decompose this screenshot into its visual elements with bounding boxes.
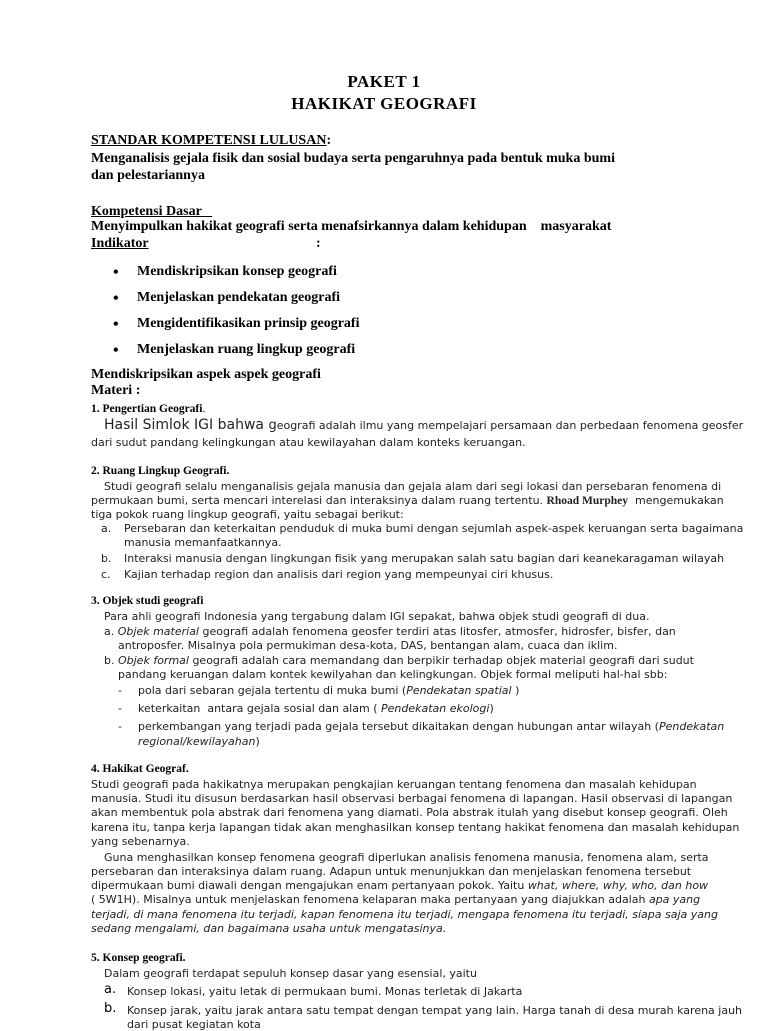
section-4-line: manusia. Studi itu disusun berdasarkan hasil observasi berbagai fenomena di lapangan. Hasil observasi di lapangan (91, 792, 733, 805)
list-item: Persebaran dan keterkaitan penduduk di muka bumi dengan sejumlah aspek-aspek keruangan serta bagaimana (124, 522, 744, 535)
list-item: Kajian terhadap region dan analisis dari region yang mempeunyai ciri khusus. (124, 568, 554, 581)
section-3-b-cont: pandang keruangan dalam kontek kewilyahan dan kelingkungan. Objek formal meliputi hal-hal sbb: (118, 668, 668, 681)
section-4-line: ( 5W1H). Misalnya untuk menjelaskan fenomena kelaparan maka pertanyaan yang diajukkan adalah apa yang (91, 893, 701, 906)
dash-marker: - (118, 720, 122, 733)
kd-heading: Kompetensi Dasar (91, 204, 213, 219)
skl-colon: : (326, 133, 332, 148)
section-4-line: yang sebenarnya. (91, 835, 190, 848)
section-4-line: Studi geografi pada hakikatnya merupakan pengkajian keruangan tentang fenomena dan masalah kehidupan (91, 778, 697, 791)
dash-marker: - (118, 702, 122, 715)
section-5-heading: 5. Konsep geografi. (91, 952, 186, 964)
section-3-b: b. Objek formal geografi adalah cara memandang dan berpikir terhadap objek material geografi dari sudut (104, 654, 694, 667)
section-4-line: sedang mengalami, dan bagaimana usaha untuk mengatasinya. (91, 922, 447, 935)
list-item: Interaksi manusia dengan lingkungan fisik yang merupakan salah satu bagian dari keanekaragaman wilayah (124, 552, 725, 565)
indikator-colon: : (316, 236, 321, 251)
skl-line-1: Menganalisis gejala fisik dan sosial budaya serta pengaruhnya pada bentuk muka bumi (91, 151, 615, 166)
materi-heading: Materi : (91, 383, 141, 398)
dash-item-cont: regional/kewilayahan) (138, 735, 260, 748)
section-3-heading: 3. Objek studi geografi (91, 595, 204, 607)
indicator-item: • Mendiskripsikan konsep geografi (137, 264, 337, 280)
skl-heading: STANDAR KOMPETENSI LULUSAN (91, 133, 327, 148)
section-4-heading: 4. Hakikat Geograf. (91, 763, 189, 775)
section-5-line-1: Dalam geografi terdapat sepuluh konsep dasar yang esensial, yaitu (104, 967, 477, 980)
section-5-a: Konsep lokasi, yaitu letak di permukaan bumi. Monas terletak di Jakarta (127, 985, 523, 998)
dash-item: keterkaitan antara gejala sosial dan alam ( Pendekatan ekologi) (138, 702, 494, 715)
section-3-line-1: Para ahli geografi Indonesia yang tergabung dalam IGI sepakat, bahwa objek studi geografi di dua. (104, 610, 650, 623)
section-3-a-cont: antroposfer. Misalnya pola permukiman desa-kota, DAS, bentangan alam, cuaca dan iklim. (118, 639, 618, 652)
paket-title: PAKET 1 (347, 72, 421, 91)
dash-marker: - (118, 684, 122, 697)
section-2-heading: 2. Ruang Lingkup Geografi. (91, 465, 230, 477)
skl-heading-line (91, 133, 331, 149)
list-marker: a. (101, 522, 112, 535)
section-1-heading: 1. Pengertian Geografi. (91, 403, 206, 415)
list-marker: b. (104, 1001, 117, 1016)
indicator-item: • Mengidentifikasikan prinsip geografi (137, 316, 359, 332)
list-marker: c. (101, 568, 111, 581)
dash-item: pola dari sebaran gejala tertentu di muka bumi (Pendekatan spatial ) (138, 684, 520, 697)
list-marker: a. (104, 982, 117, 997)
section-1-line-1: Hasil Simlok IGI bahwa geografi adalah ilmu yang mempelajari persamaan dan perbedaan fenomena geosfer (104, 417, 744, 433)
indikator-label: Indikator (91, 236, 149, 251)
indicator-item: • Menjelaskan ruang lingkup geografi (137, 342, 355, 358)
section-4-line: persebaran dan interaksinya dalam ruang. Adapun untuk menunjukkan dan menjelaskan fenomena tersebut (91, 865, 692, 878)
aspek-heading: Mendiskripsikan aspek aspek geografi (91, 367, 321, 382)
indicator-item: • Menjelaskan pendekatan geografi (137, 290, 340, 306)
kd-text: Menyimpulkan hakikat geografi serta menafsirkannya dalam kehidupan masyarakat (91, 219, 612, 234)
section-4-line: terjadi, di mana fenomena itu terjadi, kapan fenomena itu terjadi, mengapa fenomena itu terjadi, siapa saja yang (91, 908, 718, 921)
section-4-line: Guna menghasilkan konsep fenomena geografi diperlukan analisis fenomena manusia, fenomena alam, serta (104, 851, 709, 864)
section-2-line-3: tiga pokok ruang lingkup geografi, yaitu sebagai berikut: (91, 508, 404, 521)
section-5-b: Konsep jarak, yaitu jarak antara satu tempat dengan tempat yang lain. Harga tanah di desa murah karena jauh (127, 1004, 743, 1017)
section-4-line: karena itu, tanpa kerja lapangan tidak akan menghasilkan konsep tentang hakikat fenomena dan masalah kehidupan (91, 821, 740, 834)
hakikat-title: HAKIKAT GEOGRAFI (291, 94, 477, 113)
section-5-b-cont: dari pusat kegiatan kota (127, 1018, 261, 1031)
dash-item: perkembangan yang terjadi pada gejala tersebut dikaitakan dengan hubungan antar wilayah (Pendekatan (138, 720, 725, 733)
section-3-a: a. Objek material geografi adalah fenomena geosfer terdiri atas litosfer, atmosfer, hidrosfer, bisfer, dan (104, 625, 676, 638)
skl-line-2: dan pelestariannya (91, 168, 205, 183)
section-2-line-1: Studi geografi selalu menganalisis gejala manusia dan gejala alam dari segi lokasi dan persebaran fenomena di (104, 480, 722, 493)
section-1-line-2: dari sudut pandang kelingkungan atau kewilayahan dalam konteks keruangan. (91, 436, 526, 449)
list-marker: b. (101, 552, 112, 565)
section-4-line: akan membentuk pola abstrak dari fenomena yang diamati. Pola abstrak itulah yang disebut konsep geografi. Oleh (91, 806, 728, 819)
list-item-cont: manusia memanfaatkannya. (124, 536, 282, 549)
section-2-line-2: permukaan bumi, serta mencari interelasi dan interaksinya dalam ruang tertentu. Rhoad Murphey mengemukakan (91, 494, 724, 507)
section-4-line: dipermukaan bumi diawali dengan mengajukan enam pertanyaan pokok. Yaitu what, where, why, who, dan how (91, 879, 709, 892)
